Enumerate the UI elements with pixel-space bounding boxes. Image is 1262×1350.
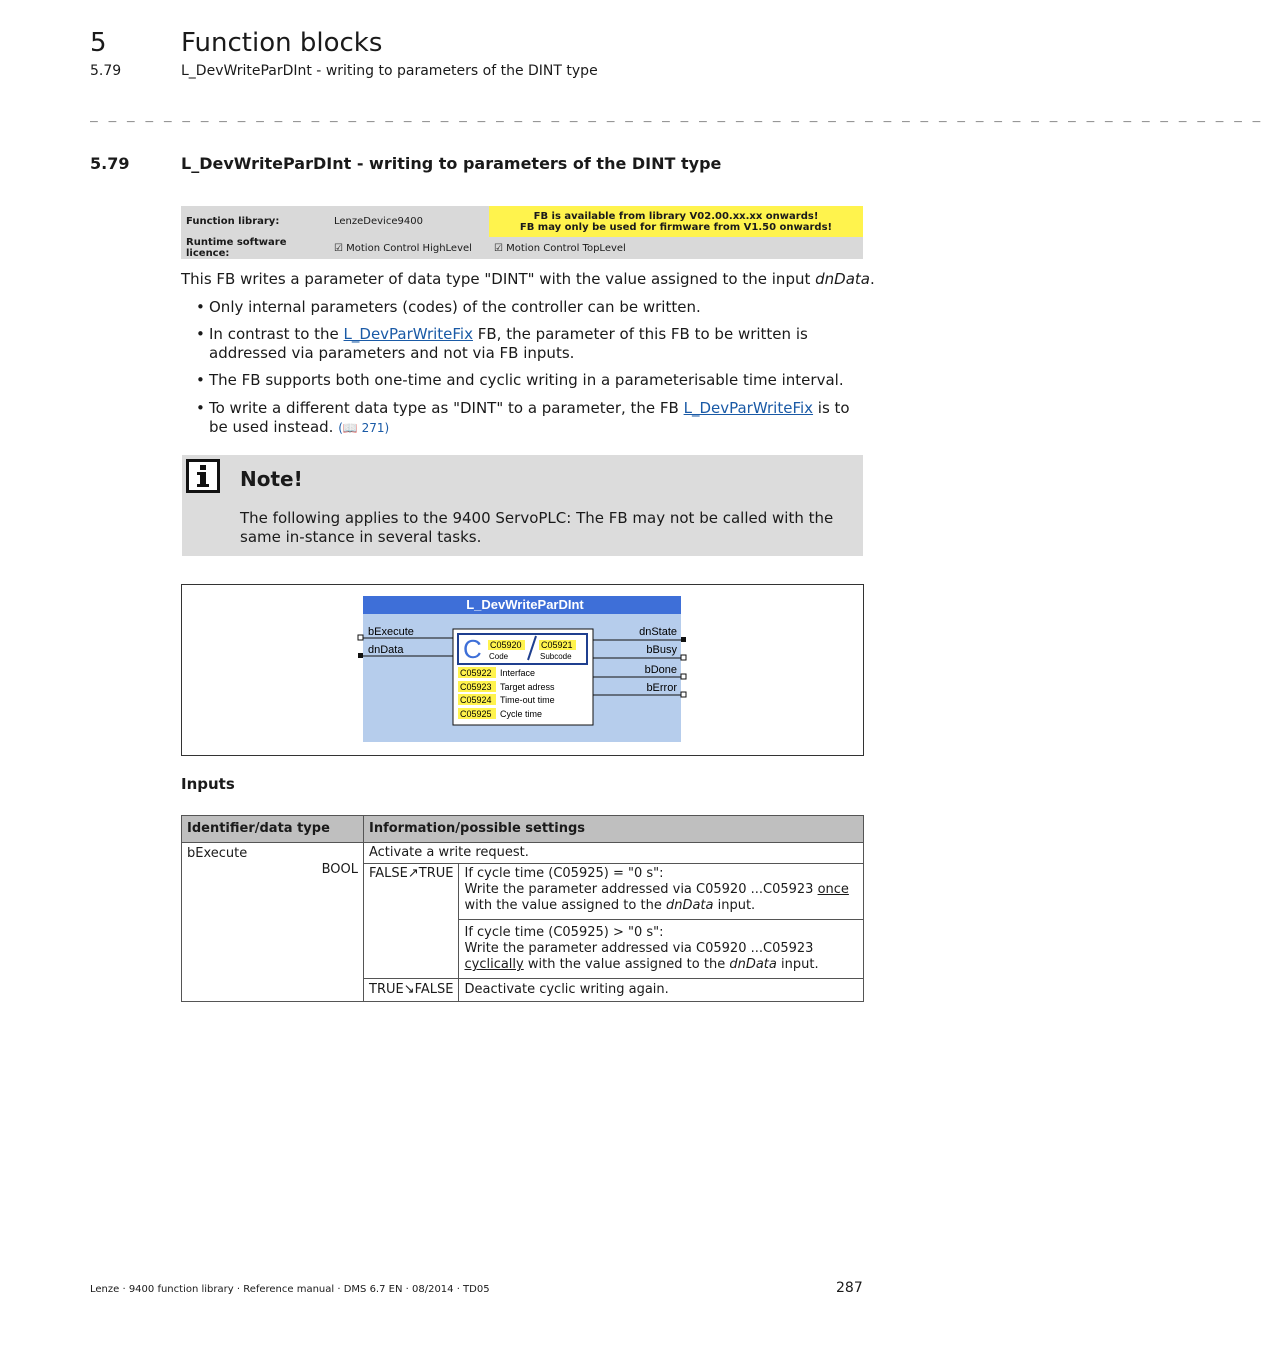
intro-end: . (869, 270, 875, 288)
note-text: The following applies to the 9400 ServoPLC: The FB may not be called with the same in-stance in several tasks. (240, 509, 834, 546)
code-param: C05920 (490, 640, 522, 650)
input-bexecute: bExecute (368, 626, 414, 638)
output-berror: bError (646, 682, 677, 694)
info-cyclic: If cycle time (C05925) > "0 s": Write the parameter addressed via C05920 ...C05923 cyclically with the value assigned to the dnData input. (459, 920, 864, 979)
param-code: C05925 (460, 709, 492, 719)
output-dnstate: dnState (639, 626, 677, 638)
condition-falling: TRUE↘FALSE (364, 979, 459, 1002)
input-pin-dndata (358, 653, 363, 658)
identifier: bExecute (187, 846, 248, 861)
section-title: L_DevWriteParDInt - writing to parameters of the DINT type (181, 154, 722, 173)
condition-rising: FALSE↗TRUE (364, 864, 459, 979)
input-pin-bexecute (358, 635, 363, 640)
availability-note (489, 206, 863, 237)
header-section-title: L_DevWriteParDInt - writing to parameters of the DINT type (181, 63, 598, 79)
availability-line-1: FB is available from library V02.00.xx.xx onwards! (533, 210, 819, 222)
output-pin-berror (681, 692, 686, 697)
chapter-title: Function blocks (181, 28, 383, 58)
param-code: C05922 (460, 668, 492, 678)
availability-line-2: FB may only be used for firmware from V1.50 onwards! (519, 221, 833, 233)
param-label: Target adress (500, 682, 555, 692)
output-pin-bbusy (681, 655, 686, 660)
identifier-cell (182, 843, 364, 1002)
output-pin-dnstate (681, 637, 686, 642)
data-type: BOOL (321, 862, 358, 877)
param-label: Cycle time (500, 709, 543, 719)
info-once: If cycle time (C05925) = "0 s": Write the parameter addressed via C05920 ...C05923 once with the value assigned to the dnData input. (459, 864, 864, 920)
bullet-1: Only internal parameters (codes) of the controller can be written. (209, 298, 701, 316)
header-section-number: 5.79 (90, 63, 122, 79)
intro-text: This FB writes a parameter of data type "DINT" with the value assigned to the input (181, 270, 816, 288)
bullet-2: In contrast to the L_DevParWriteFix FB, the parameter of this FB to be written is addressed via parameters and not via FB inputs. (209, 325, 808, 362)
col-header-information: Information/possible settings (364, 816, 864, 843)
function-library-value: LenzeDevice9400 (329, 206, 489, 237)
subcode-param: C05921 (541, 640, 573, 650)
code-label: Code (489, 652, 509, 661)
intro-input-name: dnData (815, 270, 870, 288)
licence-label: Runtime software licence: (181, 237, 329, 259)
inputs-heading: Inputs (181, 775, 235, 793)
header-divider: _ _ _ _ _ _ _ _ _ _ _ _ _ _ _ _ _ _ _ _ _ _ _ _ _ _ _ _ _ _ _ _ _ _ _ _ _ _ _ _ _ _ _ _ _ _ _ _ _ _ _ _ _ _ _ _ _ _ _ _ _ _ _ _ (90, 108, 1262, 123)
page-reference-link[interactable]: (📖 271) (338, 421, 390, 435)
page-number: 287 (836, 1280, 863, 1296)
l-devparwritefix-link[interactable]: L_DevParWriteFix (343, 325, 473, 343)
footer-text: Lenze · 9400 function library · Reference manual · DMS 6.7 EN · 08/2014 · TD05 (90, 1284, 490, 1295)
note-heading: Note! (240, 467, 303, 491)
output-pin-bdone (681, 674, 686, 679)
bullet-dot: • (196, 399, 205, 417)
fb-title: L_DevWriteParDInt (466, 597, 584, 612)
bullet-3: The FB supports both one-time and cyclic writing in a parameterisable time interval. (209, 371, 844, 389)
output-bbusy: bBusy (646, 644, 677, 656)
bullet-dot: • (196, 325, 205, 343)
bullet-dot: • (196, 298, 205, 316)
input-dndata: dnData (368, 644, 404, 656)
l-devparwritefix-link[interactable]: L_DevParWriteFix (683, 399, 814, 417)
library-table (181, 206, 863, 259)
function-library-label: Function library: (181, 206, 329, 237)
fb-diagram (355, 594, 690, 744)
param-code: C05923 (460, 682, 492, 692)
col-header-identifier: Identifier/data type (182, 816, 364, 843)
code-letter: C (463, 634, 482, 664)
licence-highlevel: ☑ Motion Control HighLevel (329, 237, 489, 259)
summary-cell: Activate a write request. (364, 843, 864, 864)
chapter-number: 5 (90, 28, 107, 58)
intro-paragraph (181, 270, 875, 289)
section-number: 5.79 (90, 154, 130, 173)
output-bdone: bDone (644, 664, 677, 676)
param-label: Time-out time (500, 695, 555, 705)
info-icon (186, 459, 220, 493)
subcode-label: Subcode (540, 652, 572, 661)
param-label: Interface (500, 668, 536, 678)
info-deactivate: Deactivate cyclic writing again. (459, 979, 864, 1002)
bullet-dot: • (196, 371, 205, 389)
bullet-4: To write a different data type as "DINT" to a parameter, the FB L_DevParWriteFix is to be used instead. (📖 271) (209, 399, 850, 436)
inputs-table (181, 815, 864, 1002)
param-code: C05924 (460, 695, 492, 705)
licence-toplevel: ☑ Motion Control TopLevel (489, 237, 863, 259)
